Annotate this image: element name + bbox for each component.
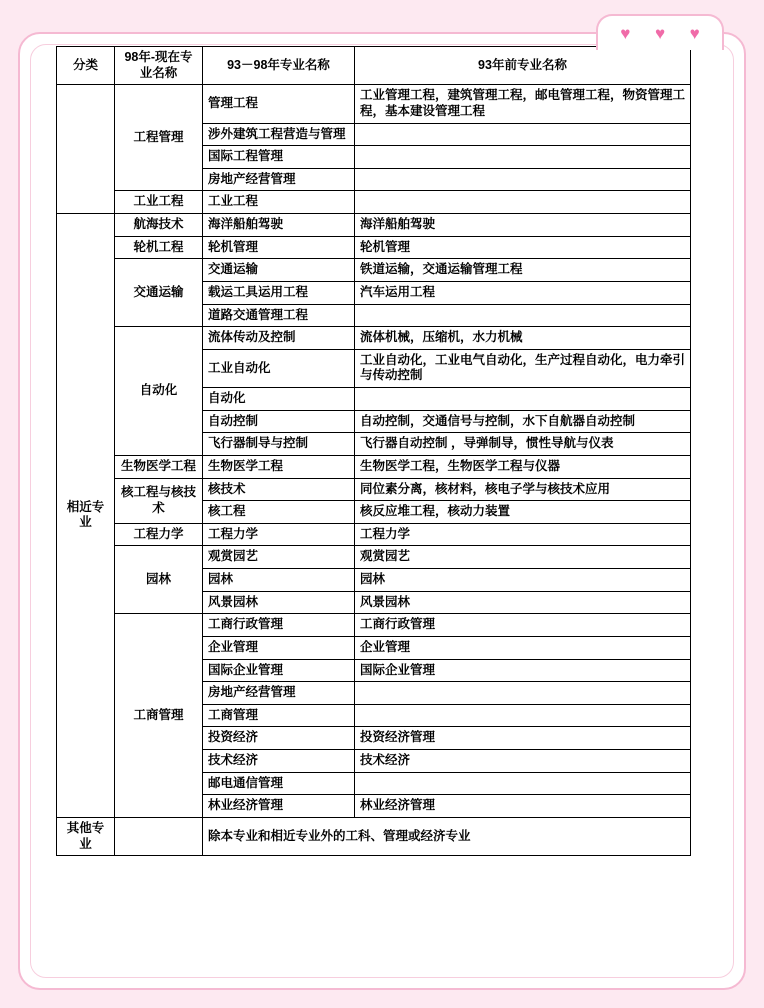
specialty-table-container: [56, 46, 690, 856]
cell-93-98: 工业自动化: [203, 349, 355, 387]
cell-93-98: 风景园林: [203, 591, 355, 614]
cell-pre-93: 技术经济: [355, 750, 691, 773]
cell-93-98: 投资经济: [203, 727, 355, 750]
group-cell: 工业工程: [115, 191, 203, 214]
table-row: [57, 214, 691, 237]
cell-pre-93: 汽车运用工程: [355, 281, 691, 304]
cell-93-98: 核技术: [203, 478, 355, 501]
cell-pre-93: 工业管理工程，建筑管理工程，邮电管理工程，物资管理工程，基本建设管理工程: [355, 85, 691, 123]
cell-93-98: 技术经济: [203, 750, 355, 773]
cell-93-98: 工商管理: [203, 704, 355, 727]
table-row: [57, 327, 691, 350]
cell-pre-93: 流体机械，压缩机，水力机械: [355, 327, 691, 350]
cell-93-98: 房地产经营管理: [203, 168, 355, 191]
category-cell-blank: [57, 85, 115, 214]
table-row: [57, 546, 691, 569]
cell-93-98: 企业管理: [203, 636, 355, 659]
table-row: [57, 259, 691, 282]
cell-pre-93: [355, 123, 691, 146]
cell-pre-93: 生物医学工程，生物医学工程与仪器: [355, 455, 691, 478]
table-header-row: [57, 47, 691, 85]
group-cell: 生物医学工程: [115, 455, 203, 478]
cell-pre-93: [355, 388, 691, 411]
cell-pre-93: 自动控制，交通信号与控制，水下自航器自动控制: [355, 410, 691, 433]
cell-pre-93: 林业经济管理: [355, 795, 691, 818]
table-row: [57, 455, 691, 478]
cell-pre-93: [355, 304, 691, 327]
table-row: [57, 85, 691, 123]
cell-pre-93: 园林: [355, 569, 691, 592]
cell-93-98: 观赏园艺: [203, 546, 355, 569]
group-cell-blank: [115, 817, 203, 855]
table-row: [57, 236, 691, 259]
cell-93-98: 自动控制: [203, 410, 355, 433]
cell-93-98: 工商行政管理: [203, 614, 355, 637]
table-row: [57, 614, 691, 637]
column-header-category: 分类: [57, 47, 115, 85]
cell-93-98: 工业工程: [203, 191, 355, 214]
cell-pre-93: 铁道运输，交通运输管理工程: [355, 259, 691, 282]
cell-pre-93: 飞行器自动控制 ，导弹制导，惯性导航与仪表: [355, 433, 691, 456]
cell-pre-93: 观赏园艺: [355, 546, 691, 569]
cell-93-98: 邮电通信管理: [203, 772, 355, 795]
cell-93-98: 道路交通管理工程: [203, 304, 355, 327]
cell-93-98: 林业经济管理: [203, 795, 355, 818]
specialty-mapping-table: [56, 46, 691, 856]
cell-pre-93: 投资经济管理: [355, 727, 691, 750]
cell-pre-93: 工业自动化，工业电气自动化，生产过程自动化，电力牵引与传动控制: [355, 349, 691, 387]
cell-pre-93: 工商行政管理: [355, 614, 691, 637]
cell-93-98: 核工程: [203, 501, 355, 524]
cell-pre-93: [355, 704, 691, 727]
group-cell: 工程力学: [115, 523, 203, 546]
group-cell: 轮机工程: [115, 236, 203, 259]
cell-pre-93: 轮机管理: [355, 236, 691, 259]
cell-pre-93: 核反应堆工程，核动力装置: [355, 501, 691, 524]
cell-93-98: 涉外建筑工程营造与管理: [203, 123, 355, 146]
cell-pre-93: [355, 772, 691, 795]
column-header-pre-93-name: 93年前专业名称: [355, 47, 691, 85]
cell-93-98: 海洋船舶驾驶: [203, 214, 355, 237]
category-cell-other: 其他专业: [57, 817, 115, 855]
cell-pre-93: 企业管理: [355, 636, 691, 659]
group-cell: 交通运输: [115, 259, 203, 327]
cell-pre-93: 风景园林: [355, 591, 691, 614]
column-header-93-98-name: 93－98年专业名称: [203, 47, 355, 85]
cell-pre-93: [355, 168, 691, 191]
cell-pre-93: [355, 682, 691, 705]
cell-93-98: 生物医学工程: [203, 455, 355, 478]
cell-pre-93: 同位素分离，核材料，核电子学与核技术应用: [355, 478, 691, 501]
cell-93-98: 房地产经营管理: [203, 682, 355, 705]
table-row: [57, 191, 691, 214]
cell-pre-93: 海洋船舶驾驶: [355, 214, 691, 237]
cell-pre-93: 工程力学: [355, 523, 691, 546]
cell-93-98: 流体传动及控制: [203, 327, 355, 350]
cell-93-98: 园林: [203, 569, 355, 592]
cell-93-98: 载运工具运用工程: [203, 281, 355, 304]
cell-93-98: 飞行器制导与控制: [203, 433, 355, 456]
group-cell: 工商管理: [115, 614, 203, 818]
cell-93-98: 国际工程管理: [203, 146, 355, 169]
heart-decoration-tab: [596, 14, 724, 50]
heart-icon: ♥: [689, 23, 700, 43]
category-cell-similar: 相近专业: [57, 214, 115, 818]
group-cell: 园林: [115, 546, 203, 614]
cell-pre-93: 国际企业管理: [355, 659, 691, 682]
table-row-other: [57, 817, 691, 855]
cell-93-98: 管理工程: [203, 85, 355, 123]
table-row: [57, 523, 691, 546]
cell-93-98: 国际企业管理: [203, 659, 355, 682]
table-row: [57, 478, 691, 501]
group-cell: 核工程与核技术: [115, 478, 203, 523]
cell-pre-93: [355, 146, 691, 169]
cell-93-98: 自动化: [203, 388, 355, 411]
cell-93-98: 工程力学: [203, 523, 355, 546]
cell-pre-93: [355, 191, 691, 214]
heart-icon: ♥: [620, 23, 631, 43]
cell-93-98: 交通运输: [203, 259, 355, 282]
group-cell: 工程管理: [115, 85, 203, 191]
column-header-current-name: 98年-现在专业名称: [115, 47, 203, 85]
heart-icon: ♥: [654, 23, 666, 43]
cell-93-98: 轮机管理: [203, 236, 355, 259]
other-description-cell: 除本专业和相近专业外的工科、管理或经济专业: [203, 817, 691, 855]
group-cell: 自动化: [115, 327, 203, 456]
group-cell: 航海技术: [115, 214, 203, 237]
